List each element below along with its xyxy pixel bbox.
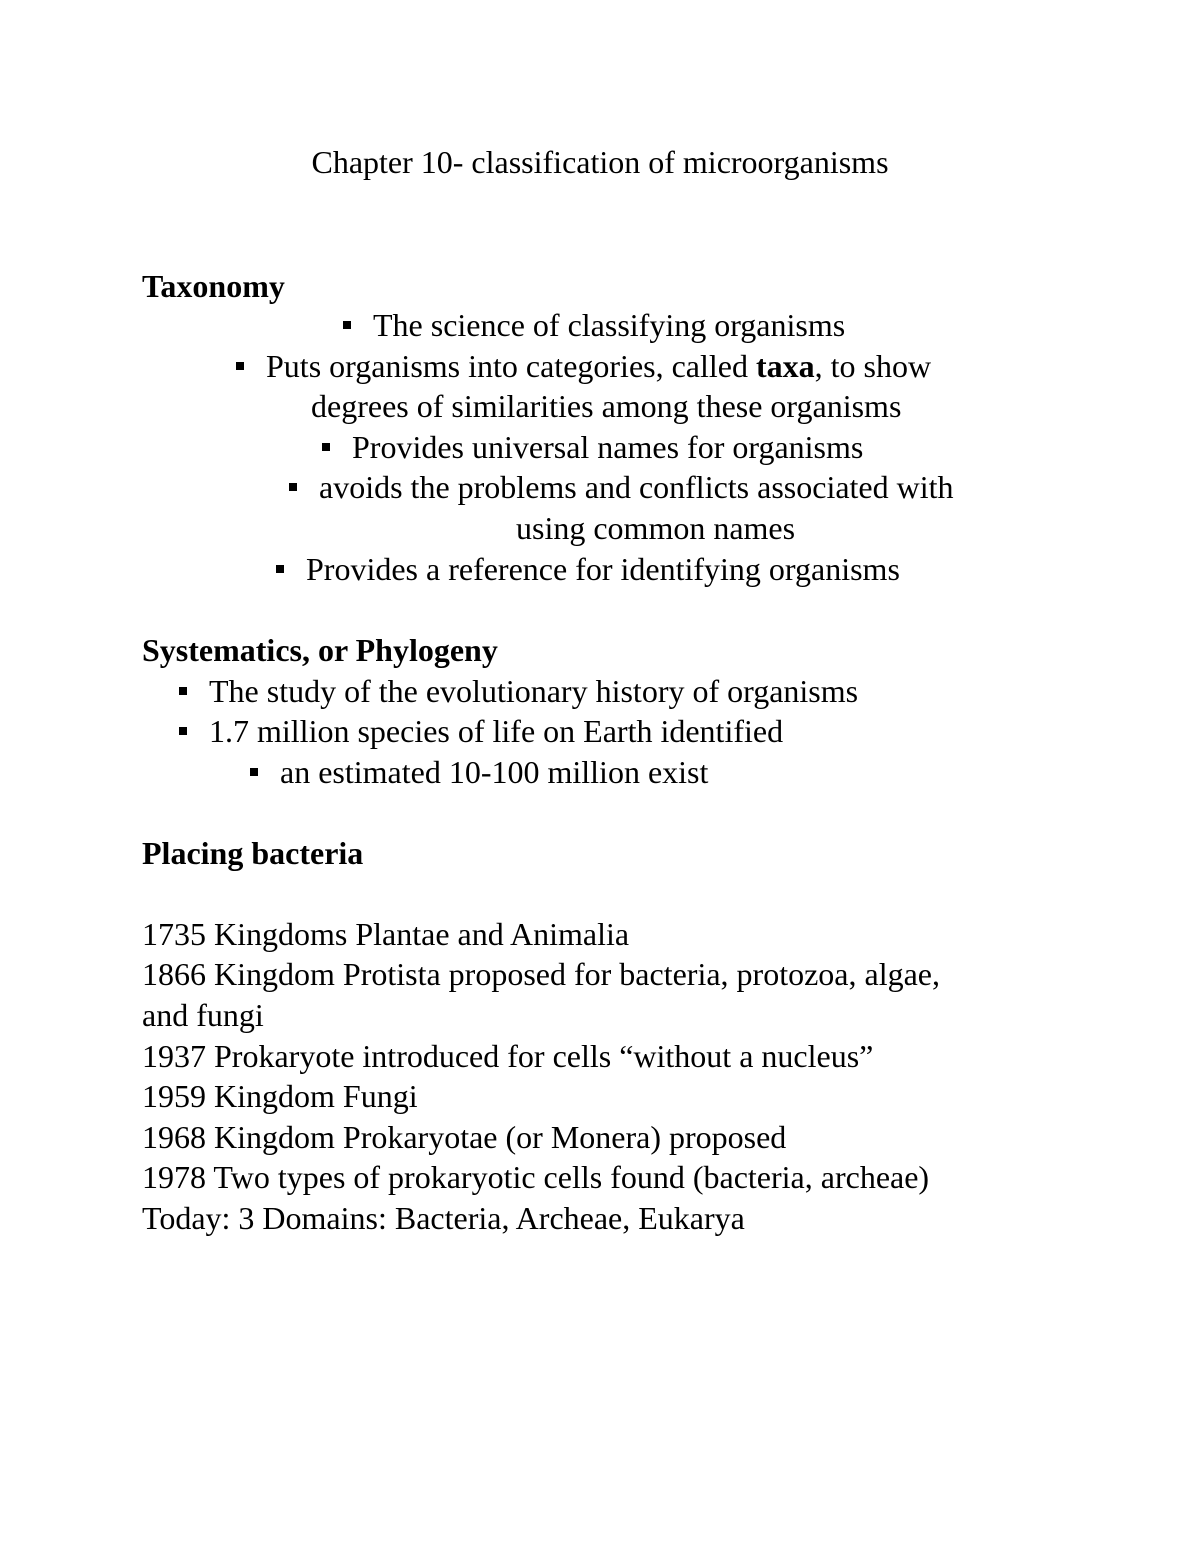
timeline-line: 1866 Kingdom Protista proposed for bacteria, protozoa, algae, [142,956,940,992]
bullet-icon [179,687,187,695]
systematics-item-text: The study of the evolutionary history of organisms [209,673,859,709]
taxonomy-item-text: avoids the problems and conflicts associated with [319,469,954,505]
timeline-line: 1968 Kingdom Prokaryotae (or Monera) proposed [142,1119,787,1155]
bullet-icon [289,483,297,491]
taxonomy-item-text: The science of classifying organisms [373,307,846,343]
bullet-icon [343,321,351,329]
taxonomy-item-2-continued: degrees of similarities among these organisms [311,388,902,424]
timeline-line: and fungi [142,997,264,1033]
taxonomy-heading: Taxonomy [142,268,285,304]
taxonomy-item-4 [289,467,954,507]
timeline-line: 1959 Kingdom Fungi [142,1078,418,1114]
taxonomy-item-text: Puts organisms into categories, called [266,348,756,384]
timeline-line: 1735 Kingdoms Plantae and Animalia [142,916,630,952]
systematics-item-3 [250,752,708,792]
bullet-icon [179,727,187,735]
taxonomy-item-text: Provides universal names for organisms [352,429,864,465]
timeline-line: Today: 3 Domains: Bacteria, Archeae, Eukarya [142,1200,745,1236]
bullet-icon [236,362,244,370]
systematics-item-1 [179,671,858,711]
page-title: Chapter 10- classification of microorganisms [311,144,889,180]
taxonomy-item-1 [343,305,845,345]
timeline-line: 1937 Prokaryote introduced for cells “without a nucleus” [142,1038,874,1074]
taxonomy-item-3 [322,427,863,467]
systematics-item-2 [179,711,783,751]
timeline-line: 1978 Two types of prokaryotic cells found (bacteria, archeae) [142,1159,930,1195]
taxonomy-item-4-continued: using common names [516,510,796,546]
taxa-term: taxa [755,348,815,384]
taxonomy-item-text: Provides a reference for identifying organisms [306,551,900,587]
systematics-item-text: an estimated 10-100 million exist [280,754,709,790]
taxonomy-item-2 [236,346,931,386]
systematics-heading: Systematics, or Phylogeny [142,632,498,668]
bullet-icon [250,768,258,776]
taxonomy-item-text: , to show [814,348,932,384]
systematics-item-text: 1.7 million species of life on Earth identified [209,713,784,749]
bullet-icon [322,443,330,451]
placing-bacteria-heading: Placing bacteria [142,835,364,871]
bullet-icon [276,565,284,573]
taxonomy-item-5 [276,549,900,589]
